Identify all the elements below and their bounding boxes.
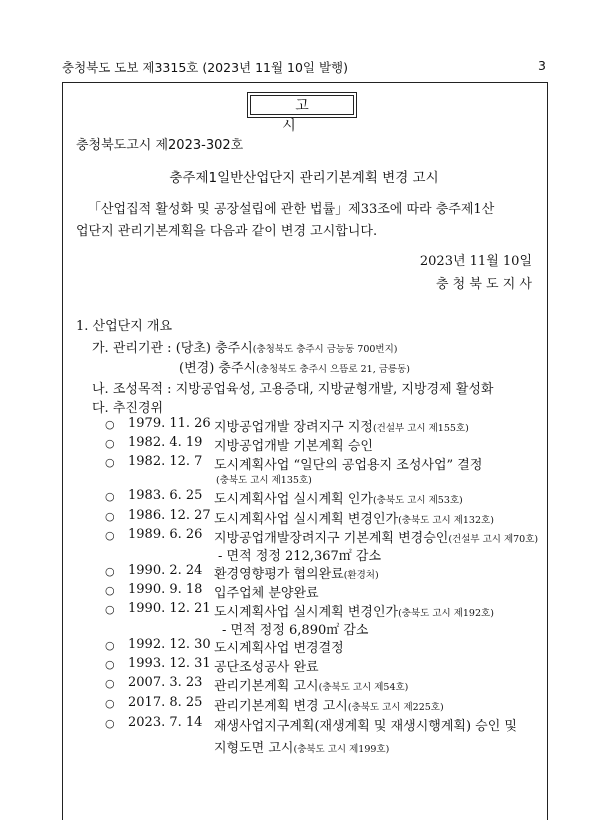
document-title: 충주제1일반산업단지 관리기본계획 변경 고시 [169,170,439,186]
history-date: 2007. 3. 23 [128,675,203,690]
history-item: 관리기본계획 변경 고시(충북도 고시 제225호) [214,699,444,714]
bullet: ○ [105,437,115,450]
history-date: 1990. 12. 21 [128,601,211,616]
history-date: 1990. 2. 24 [128,563,203,578]
original-address: (충청북도 충주시 금능동 700번지) [252,344,398,355]
history-item: 도시계획사업 실시계획 변경인가(충북도 고시 제132호) [214,512,494,527]
management-agency-label: 가. 관리기관 : (당초) 충주시 [92,341,253,356]
notice-date: 2023년 11월 10일 [419,254,532,269]
history-item: 지방공업개발 기본계획 승인 [214,439,373,454]
progress-heading: 다. 추진경위 [92,401,164,416]
history-item: 도시계획사업 “일단의 공업용지 조성사업” 결정 [214,458,483,473]
development-purpose: 나. 조성목적 : 지방공업육성, 고용증대, 지방균형개발, 지방경제 활성화 [92,382,494,397]
history-item: 재생사업지구계획(재생계획 및 재생시행계획) 승인 및 [214,719,517,734]
history-date: 1979. 11. 26 [128,416,211,431]
history-date: 1990. 9. 18 [128,582,203,597]
history-item: 입주업체 분양완료 [214,586,319,601]
history-item: 지방공업개발 장려지구 지정(건설부 고시 제155호) [214,420,469,435]
history-date: 2017. 8. 25 [128,695,203,710]
bullet: ○ [105,584,115,597]
history-item: 환경영향평가 협의완료(환경처) [214,567,379,582]
bullet: ○ [105,565,115,578]
bullet: ○ [105,658,115,671]
bullet: ○ [105,697,115,710]
issuer: 충 청 북 도 지 사 [435,277,532,292]
page-header [62,58,546,78]
changed-address: (충청북도 충주시 으뜸로 21, 금릉동) [256,364,410,375]
history-sub: 지형도면 고시(충북도 고시 제199호) [214,741,390,756]
bullet: ○ [105,529,115,542]
history-item: 도시계획사업 실시계획 인가(충북도 고시 제53호) [214,492,463,507]
page-number: 3 [538,58,546,73]
history-date: 1983. 6. 25 [128,488,203,503]
history-sub: (충북도 고시 제135호) [216,475,312,486]
history-date: 1982. 12. 7 [128,454,203,469]
intro-line-1: 「산업집적 활성화 및 공장설립에 관한 법률」제33조에 따라 충주제1산 [88,202,495,217]
history-date: 1986. 12. 27 [128,508,211,523]
history-date: 1982. 4. 19 [128,435,203,450]
bullet: ○ [105,677,115,690]
history-date: 1992. 12. 30 [128,637,211,652]
notice-title: 고 시 [250,95,354,115]
section-heading: 1. 산업단지 개요 [76,319,173,334]
notice-number: 충청북도고시 제2023-302호 [76,138,244,153]
bullet: ○ [105,490,115,503]
history-sub: - 면적 정정 6,890㎡ 감소 [222,623,369,638]
bullet: ○ [105,603,115,616]
bullet: ○ [105,510,115,523]
history-date: 2023. 7. 14 [128,715,203,730]
bullet: ○ [105,418,115,431]
bullet: ○ [105,717,115,730]
bullet: ○ [105,456,115,469]
history-sub: - 면적 정정 212,367㎡ 감소 [218,549,382,564]
management-agency [92,337,398,356]
bullet: ○ [105,639,115,652]
changed-label: (변경) 충주시 [179,361,257,376]
history-item: 관리기본계획 고시(충북도 고시 제54호) [214,679,409,694]
history-item: 도시계획사업 실시계획 변경인가(충북도 고시 제192호) [214,605,494,620]
history-item: 지방공업개발장려지구 기본계획 변경승인(건설부 고시 제70호) [214,531,539,546]
gazette-issue: 충청북도 도보 제3315호 (2023년 11월 10일 발행) [62,60,349,75]
history-item: 공단조성공사 완료 [214,660,319,675]
history-date: 1989. 6. 26 [128,527,203,542]
management-agency-changed [179,357,410,376]
notice-title-box [247,92,357,134]
intro-line-2: 업단지 관리기본계획을 다음과 같이 변경 고시합니다. [76,224,378,239]
history-item: 도시계획사업 변경결정 [214,641,344,656]
history-date: 1993. 12. 31 [128,656,211,671]
